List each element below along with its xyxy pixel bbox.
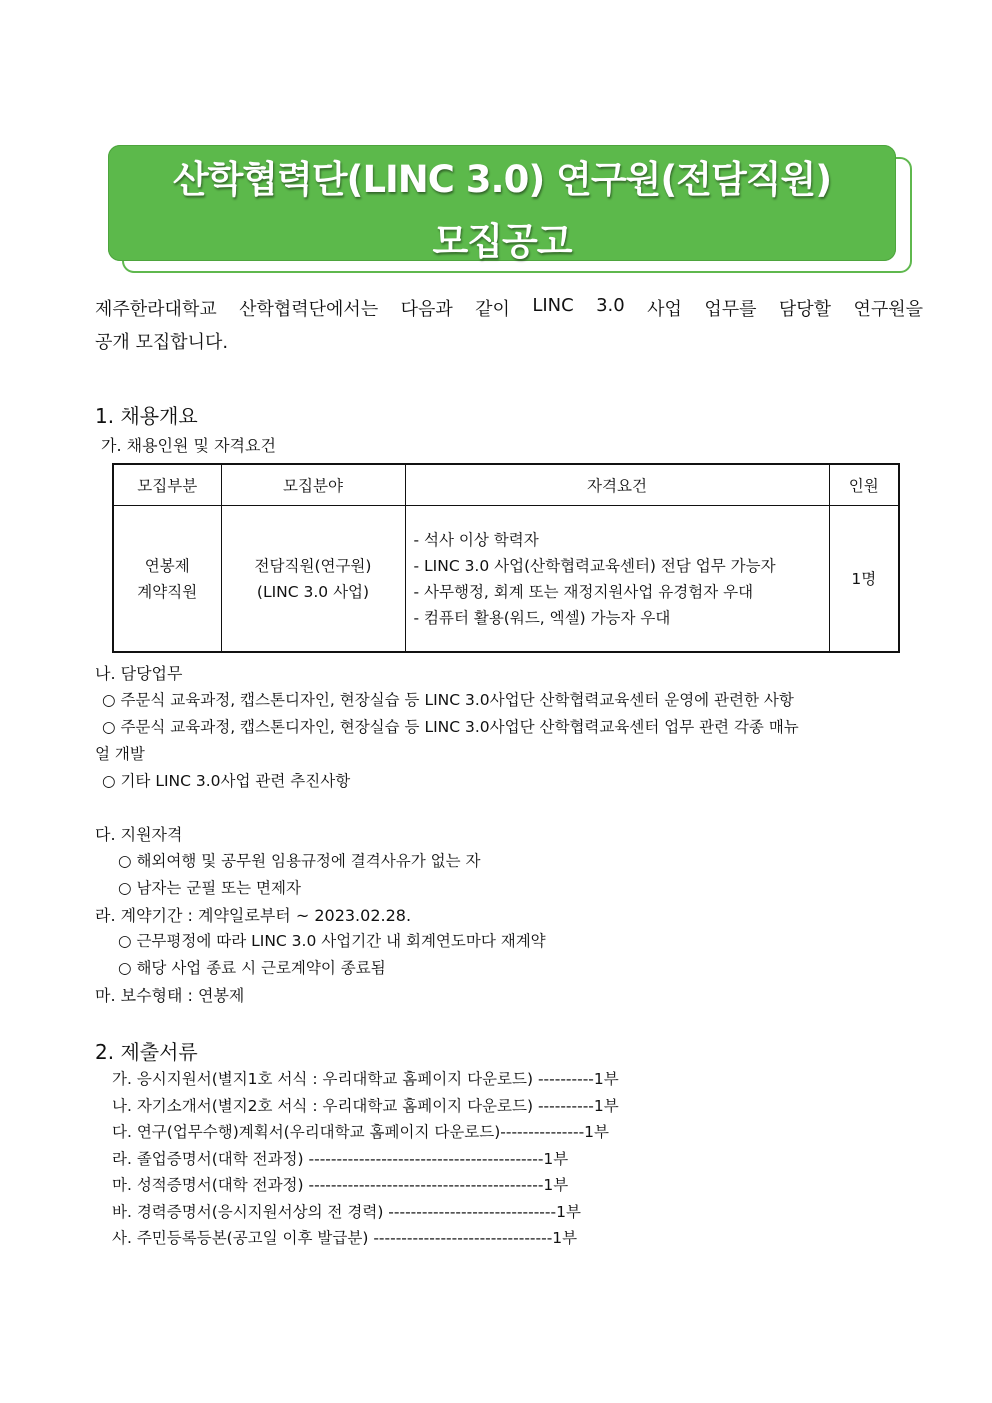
intro-word: 3.0 xyxy=(596,295,625,316)
employment-type-line: 계약직원 xyxy=(137,582,198,601)
field-line: 전담직원(연구원) xyxy=(254,556,372,575)
contract-note: ○ 근무평정에 따라 LINC 3.0 사업기간 내 회계연도마다 재계약 xyxy=(118,932,546,950)
requirement-item: - LINC 3.0 사업(산학협력교육센터) 전담 업무 가능자 xyxy=(413,556,776,575)
table-header-cell: 모집분야 xyxy=(221,464,405,506)
section-1-heading: 1. 채용개요 xyxy=(95,404,198,428)
intro-word: LINC xyxy=(532,295,574,316)
title-banner xyxy=(108,145,896,261)
intro-word: 같이 xyxy=(475,299,510,320)
intro-word: 사업 xyxy=(647,299,682,320)
requirements-cell xyxy=(405,506,829,653)
title-line-2: 모집공고 xyxy=(432,220,572,263)
document-item: 나. 자기소개서(별지2호 서식 : 우리대학교 홈페이지 다운로드) ----------1부 xyxy=(112,1097,619,1115)
duty-item: ○ 주문식 교육과정, 캡스톤디자인, 현장실습 등 LINC 3.0사업단 산학협력교육센터 운영에 관련한 사항 xyxy=(102,691,794,709)
qualification-item: ○ 남자는 군필 또는 면제자 xyxy=(118,879,301,897)
document-item: 마. 성적증명서(대학 전과정) ------------------------------------------1부 xyxy=(112,1176,569,1194)
document-item: 사. 주민등록등본(공고일 이후 발급분) --------------------------------1부 xyxy=(112,1229,578,1247)
employment-type-line: 연봉제 xyxy=(144,556,190,575)
employment-type-cell xyxy=(113,506,221,653)
document-item: 바. 경력증명서(응시지원서상의 전 경력) ------------------------------1부 xyxy=(112,1203,581,1221)
field-cell xyxy=(221,506,405,653)
duty-item: ○ 주문식 교육과정, 캡스톤디자인, 현장실습 등 LINC 3.0사업단 산학협력교육센터 업무 관련 각종 매뉴 xyxy=(102,718,799,736)
intro-word: 다음과 xyxy=(400,299,453,320)
requirement-item: - 석사 이상 학력자 xyxy=(413,530,539,549)
requirement-item: - 사무행정, 회계 또는 재정지원사업 유경험자 우대 xyxy=(413,582,754,601)
duty-item-continued: 얼 개발 xyxy=(95,745,145,763)
intro-word: 담당할 xyxy=(778,299,832,320)
table-header-cell: 자격요건 xyxy=(405,464,829,506)
intro-word: 제주한라대학교 xyxy=(95,299,217,320)
subheading-contract-period: 라. 계약기간 : 계약일로부터 ~ 2023.02.28. xyxy=(95,906,412,925)
intro-word: 업무를 xyxy=(704,299,757,320)
section-2-heading: 2. 제출서류 xyxy=(95,1040,198,1064)
subheading-recruitment: 가. 채용인원 및 자격요건 xyxy=(101,436,276,455)
title-line-1: 산학협력단(LINC 3.0) 연구원(전담직원) xyxy=(172,158,832,201)
qualification-item: ○ 해외여행 및 공무원 임용규정에 결격사유가 없는 자 xyxy=(118,852,481,870)
intro-line-1 xyxy=(95,295,923,321)
document-item: 가. 응시지원서(별지1호 서식 : 우리대학교 홈페이지 다운로드) ----------1부 xyxy=(112,1070,619,1088)
subheading-duties: 나. 담당업무 xyxy=(95,664,183,683)
contract-note: ○ 해당 사업 종료 시 근로계약이 종료됨 xyxy=(118,959,386,977)
table-header-cell: 인원 xyxy=(829,464,899,506)
subheading-salary: 마. 보수형태 : 연봉제 xyxy=(95,986,245,1005)
requirement-item: - 컴퓨터 활용(워드, 엑셀) 가능자 우대 xyxy=(413,608,671,627)
table-header-cell: 모집부분 xyxy=(113,464,221,506)
intro-line-2: 공개 모집합니다. xyxy=(95,332,229,353)
table-row xyxy=(113,506,899,653)
intro-word: 연구원을 xyxy=(853,299,923,320)
intro-word: 산학협력단에서는 xyxy=(239,299,379,320)
headcount-cell: 1명 xyxy=(829,506,899,653)
document-item: 라. 졸업증명서(대학 전과정) ------------------------------------------1부 xyxy=(112,1150,569,1168)
duty-item: ○ 기타 LINC 3.0사업 관련 추진사항 xyxy=(102,772,351,790)
requirements-table xyxy=(112,463,900,653)
field-line: (LINC 3.0 사업) xyxy=(256,582,370,601)
subheading-qualifications: 다. 지원자격 xyxy=(95,825,183,844)
table-header-row xyxy=(113,464,899,506)
document-item: 다. 연구(업무수행)계획서(우리대학교 홈페이지 다운로드)---------------1부 xyxy=(112,1123,610,1141)
